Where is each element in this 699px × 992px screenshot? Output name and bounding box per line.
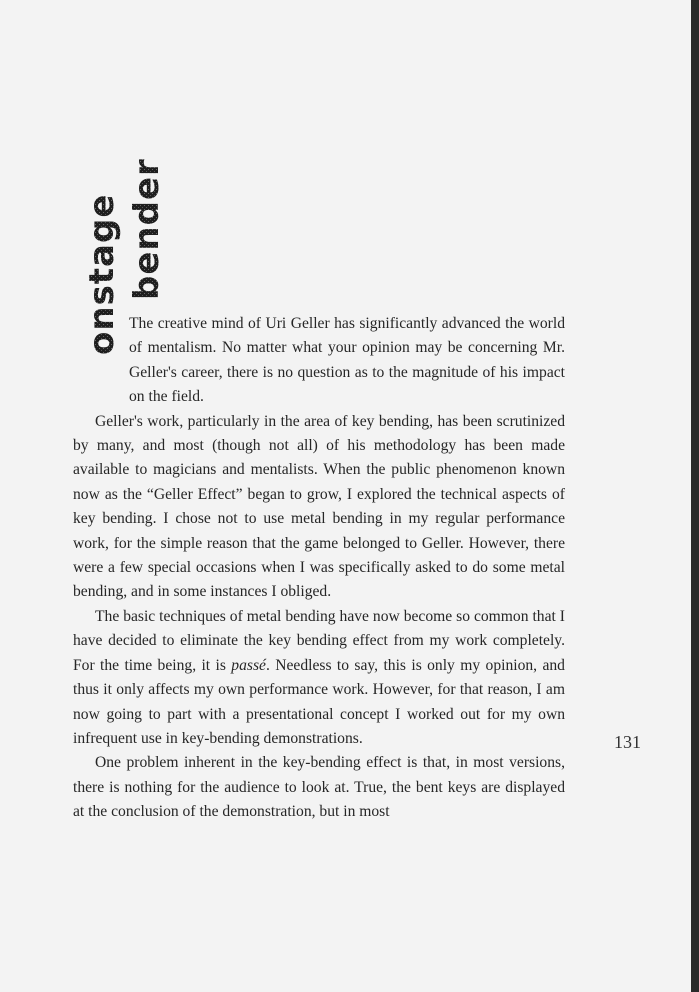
paragraph-2: Geller's work, particularly in the area of key bending, has been scrutinized by many, and most (though not all) of his methodology has been made available to magicians and mentalists. When the public phenomenon known now as the “Geller Effect” began to grow, I explored the technical aspects of key bending. I chose not to use metal bending in my regular performance work, for the simple reason that the game belonged to Geller. However, there were a few special occasions when I was specifically asked to do some metal bending, and in some instances I obliged. (73, 412, 565, 601)
page-number: 131 (614, 732, 641, 752)
page-edge-shadow (691, 0, 699, 992)
title-word-bender: bender (127, 158, 167, 300)
paragraph-1 (73, 312, 565, 410)
paragraph-1-rest: No matter what your opinion may be concerning Mr. Geller's career, there is no question as to the magnitude of his impact on the field. (129, 339, 565, 406)
paragraph-1-start: The creative mind of Uri Geller has significantly advanced the world of mentalism. (129, 315, 565, 357)
paragraph-3-emphasis: passé (231, 656, 266, 674)
paragraph-3-b: . Needless to say, this is only my opinion, and thus it only affects my own performance work. However, for that reason, I am now going to part with a presentational concept I worked out for my own infrequent use in key-bending demonstrations. (73, 656, 565, 747)
body-text (73, 312, 565, 825)
paragraph-4: One problem inherent in the key-bending effect is that, in most versions, there is nothing for the audience to look at. True, the bent keys are displayed at the conclusion of the demonstration, but in most (73, 754, 565, 821)
title-word-onstage: onstage (82, 193, 122, 355)
bleed-through-text (72, 50, 572, 95)
paragraph-3-a: The basic techniques of metal bending have now become so common that I have decided to eliminate the key bending effect from my work completely. For the time being, it is (73, 607, 565, 674)
paragraph-3 (73, 605, 565, 751)
